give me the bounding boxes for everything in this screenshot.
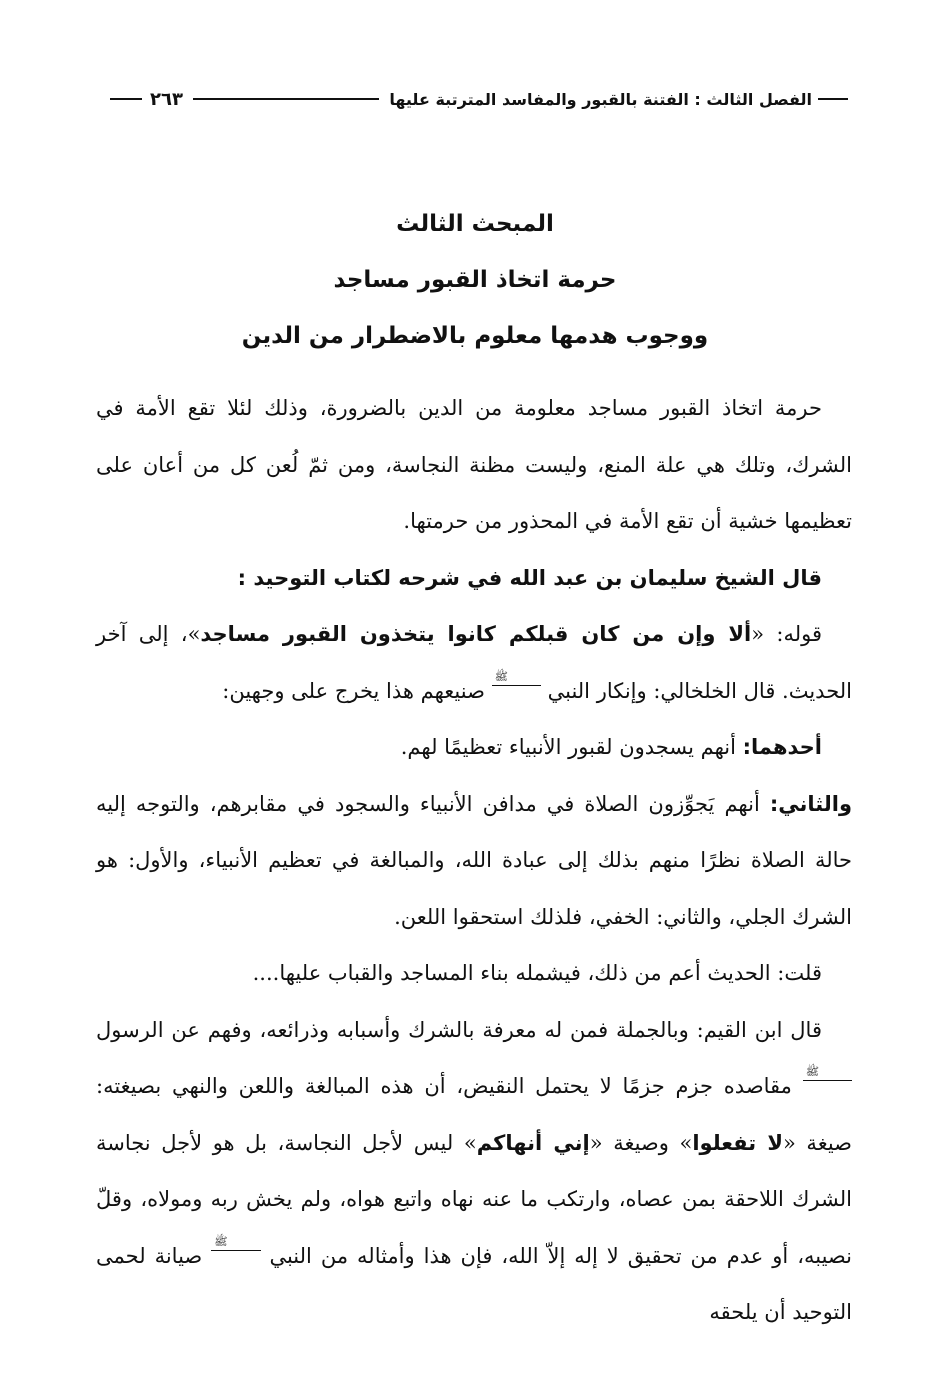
paragraph-3 bbox=[96, 606, 852, 719]
paragraph-7 bbox=[96, 1002, 852, 1341]
header-dash bbox=[818, 98, 848, 100]
paragraph-7-text-a: قال ابن القيم: وبالجملة فمن له معرفة بالشرك وأسبابه وذرائعه، وفهم عن الرسول bbox=[96, 1017, 822, 1042]
paragraph-7-text-c: » وصيغة « bbox=[589, 1130, 693, 1155]
section-title-line2: ووجوب هدمها معلوم بالاضطرار من الدين bbox=[241, 323, 709, 349]
paragraph-5-label: والثاني: bbox=[769, 791, 852, 816]
paragraph-2: قال الشيخ سليمان بن عبد الله في شرحه لكتاب التوحيد : bbox=[237, 565, 822, 590]
paragraph-4 bbox=[96, 719, 852, 776]
paragraph-3-text-b: صنيعهم هذا يخرج على وجهين: bbox=[222, 678, 485, 703]
paragraph-1: حرمة اتخاذ القبور مساجد معلومة من الدين بالضرورة، وذلك لئلا تقع الأمة في الشرك، وتلك هي علة المنع، وليست مظنة النجاسة، ومن ثمّ لُعن كل من أعان على تعظيمها خشية أن تقع الأمة في المحذور من حرمتها. bbox=[96, 396, 852, 533]
running-header bbox=[110, 84, 848, 114]
section-headings bbox=[100, 196, 850, 364]
paragraph-3-text-a: »، إلى آخر الحديث. قال الخلخالي: وإنكار النبي bbox=[96, 622, 852, 703]
header-rule bbox=[193, 98, 379, 100]
paragraph-6: قلت: الحديث أعم من ذلك، فيشمله بناء المساجد والقباب عليها.... bbox=[252, 961, 822, 985]
paragraph-7-text-e: صيانة لحمى التوحيد أن يلحقه bbox=[96, 1243, 852, 1324]
chapter-title: الفصل الثالث : الفتنة بالقبور والمفاسد المترتبة عليها bbox=[389, 89, 812, 109]
quote-intro: قوله: « bbox=[751, 622, 822, 646]
salutation-mark: ﷺ bbox=[803, 1064, 852, 1081]
salutation-mark: ﷺ bbox=[492, 669, 541, 686]
paragraph-4-text: أنهم يسجدون لقبور الأنبياء تعظيمًا لهم. bbox=[400, 735, 743, 759]
section-title-line1: حرمة اتخاذ القبور مساجد bbox=[333, 267, 617, 293]
page-number: ٢٦٣ bbox=[150, 88, 183, 110]
header-dash bbox=[110, 98, 142, 100]
paragraph-5 bbox=[96, 776, 852, 946]
quote-dont-do: لا تفعلوا bbox=[692, 1130, 783, 1155]
paragraph-5-text: أنهم يَجوِّزون الصلاة في مدافن الأنبياء والسجود في مقابرهم، والتوجه إليه حالة الصلاة نظرًا منهم بذلك إلى عبادة الله، والمبالغة في تعظيم الأنبياء، والأول: هو الشرك الجلي، والثاني: الخفي، فلذلك استحقوا اللعن. bbox=[96, 791, 852, 929]
salutation-mark: ﷺ bbox=[211, 1234, 260, 1251]
paragraph-7-text-d: » ليس لأجل النجاسة، بل هو لأجل نجاسة الشرك اللاحقة بمن عصاه، وارتكب ما عنه نهاه واتبع هواه، ولم يخش ربه ومولاه، وقلّ نصيبه، أو عدم من تحقيق لا إله إلاّ الله، فإن هذا وأمثاله من النبي bbox=[96, 1130, 852, 1268]
hadith-quote: ألا وإن من كان قبلكم كانوا يتخذون القبور مساجد bbox=[200, 622, 752, 646]
quote-i-forbid: إني أنهاكم bbox=[476, 1130, 590, 1155]
paragraph-4-label: أحدهما: bbox=[742, 735, 822, 759]
paragraph-7-text-b: مقاصده جزم جزمًا لا يحتمل النقيض، أن هذه المبالغة واللعن والنهي بصيغته: صيغة « bbox=[96, 1074, 852, 1155]
section-heading: المبحث الثالث bbox=[396, 211, 554, 237]
body-text bbox=[96, 380, 852, 1341]
